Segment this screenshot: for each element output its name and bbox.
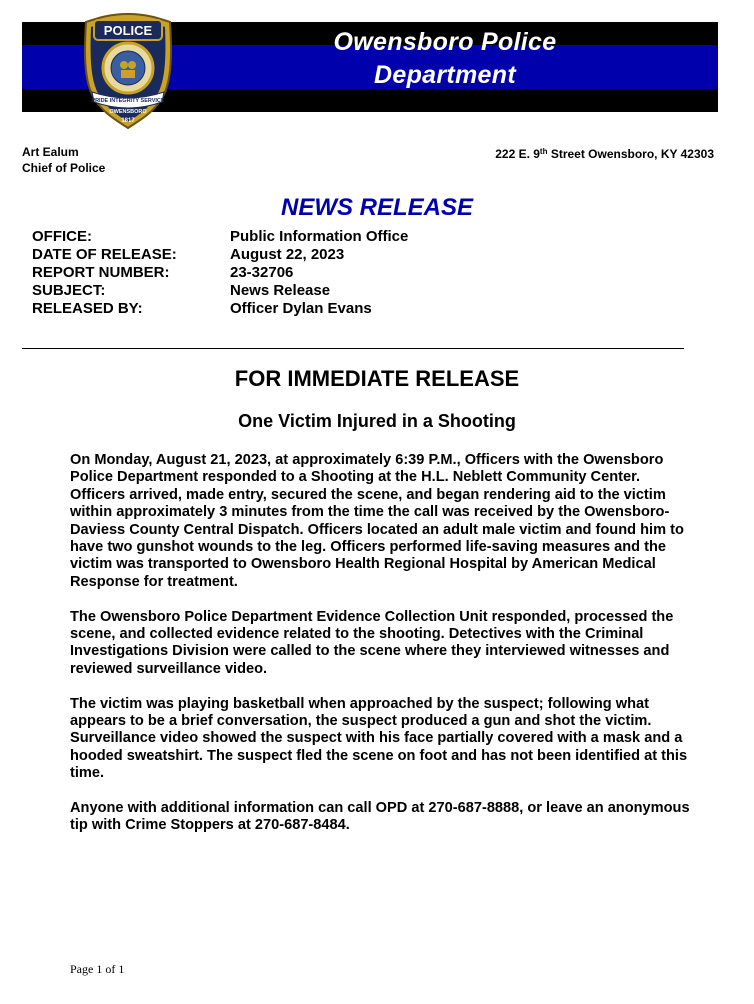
headline: FOR IMMEDIATE RELEASE (234, 366, 520, 391)
page-number: Page 1 of 1 (70, 962, 125, 976)
chief-info (22, 144, 105, 176)
body-paragraph: The Owensboro Police Department Evidence Collection Unit responded, processed the scene, and collected evidence related to the shooting. Detectives with the Criminal Investigations Division were called to the scene where they interviewed witnesses and reviewed surveillance video. (70, 608, 674, 677)
badge-top-text: POLICE (103, 23, 153, 38)
meta-row-report-number (32, 264, 408, 282)
release-meta (32, 228, 408, 318)
meta-label: SUBJECT: (32, 282, 106, 299)
badge-motto: PRIDE INTEGRITY SERVICE (91, 98, 165, 104)
meta-value: August 22, 2023 (230, 246, 345, 263)
chief-title: Chief of Police (22, 161, 106, 175)
department-title-line1: Owensboro Police (333, 28, 557, 56)
meta-label: OFFICE: (32, 228, 92, 245)
meta-value: 23-32706 (230, 264, 294, 281)
meta-label: DATE OF RELEASE: (32, 246, 177, 263)
meta-value: News Release (230, 282, 331, 299)
body-paragraph: Anyone with additional information can call OPD at 270-687-8888, or leave an anonymous tip with Crime Stoppers at 270-687-8484. (70, 800, 690, 834)
meta-row-office (32, 228, 408, 246)
department-title-line2: Department (374, 61, 516, 89)
meta-row-subject (32, 282, 408, 300)
meta-value: Officer Dylan Evans (230, 300, 372, 317)
meta-label: RELEASED BY: (32, 300, 143, 317)
department-address (495, 144, 714, 162)
release-body (70, 452, 690, 852)
address-number: 222 E. 9 (495, 147, 540, 161)
police-badge-logo (80, 12, 176, 130)
meta-label: REPORT NUMBER: (32, 264, 170, 281)
meta-value: Public Information Office (230, 228, 409, 245)
address-rest: Street Owensboro, KY 42303 (547, 147, 714, 161)
news-release-heading: NEWS RELEASE (280, 194, 474, 221)
department-title (172, 26, 718, 92)
body-paragraph: On Monday, August 21, 2023, at approximately 6:39 P.M., Officers with the Owensboro Police Department responded to a Shooting at the H.L. Neblett Community Center. Officers arrived, made entry, secured the scene, and began rendering aid to the victim within approximately 3 minutes from the time the call was received by the Owensboro-Daviess County Central Dispatch. Officers located an adult male victim and found him to have two gunshot wounds to the leg. Officers performed life-saving measures and the victim was transported to Owensboro Health Regional Hospital by American Medical Response for treatment. (70, 452, 684, 590)
body-paragraph: The victim was playing basketball when approached by the suspect; following what appears to be a brief conversation, the suspect produced a gun and shot the victim. Surveillance video showed the suspect with his face partially covered with a mask and a hooded sweatshirt. The suspect fled the scene on foot and has not been identified at this time. (70, 695, 688, 782)
subheadline: One Victim Injured in a Shooting (238, 411, 516, 431)
badge-city: OWENSBORO (109, 109, 147, 115)
chief-name: Art Ealum (22, 145, 79, 159)
meta-row-released-by (32, 300, 408, 318)
address-suffix: th (539, 147, 548, 156)
badge-year: 1817 (121, 118, 135, 124)
meta-row-date (32, 246, 408, 264)
horizontal-divider (22, 348, 684, 349)
